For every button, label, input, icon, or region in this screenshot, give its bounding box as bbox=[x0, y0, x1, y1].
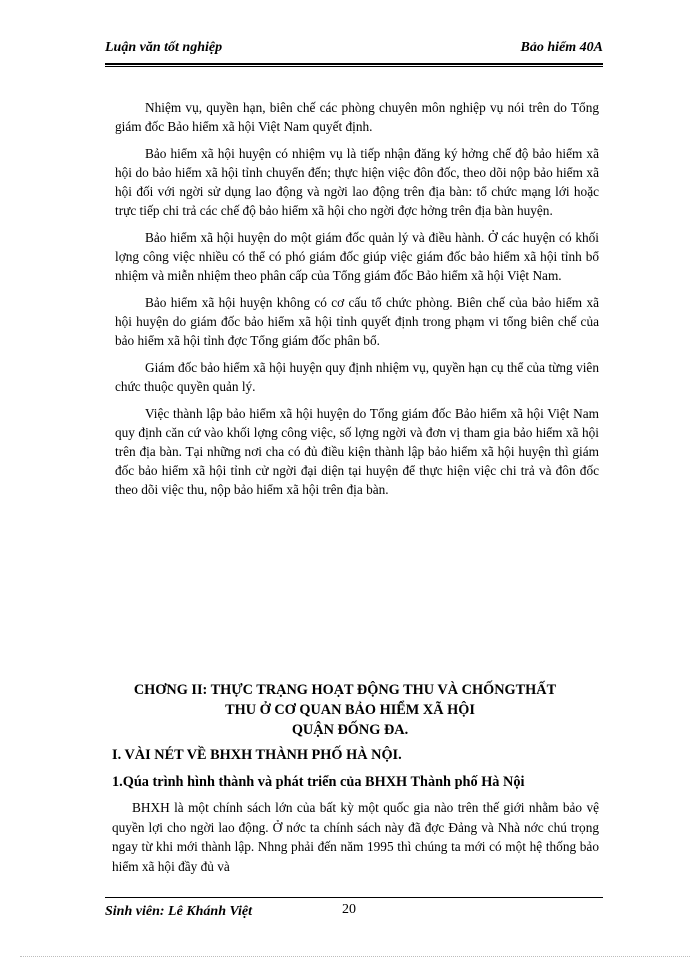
section-heading: I. VÀI NÉT VỀ BHXH THÀNH PHỐ HÀ NỘI. bbox=[112, 747, 402, 763]
paragraph: Bảo hiểm xã hội huyện có nhiệm vụ là tiếp nhận đăng ký hởng chế độ bảo hiểm xã hội do bảo hiểm xã hội tỉnh chuyển đến; thực hiện việc đôn đốc, theo dõi nộp bảo hiểm xã hội đối với ngời sử dụng lao động và ngời lao động trên địa bàn: tổ chức mạng lới hoặc trực tiếp chi trả các chế độ bảo hiểm xã hội cho ngời đợc hởng trên địa bàn huyện. bbox=[115, 146, 599, 218]
paragraph: Bảo hiểm xã hội huyện do một giám đốc quản lý và điều hành. Ở các huyện có khối lợng công việc nhiều có thể có phó giám đốc giúp việc giám đốc bảo hiểm xã hội tỉnh bổ nhiệm và miễn nhiệm theo phân cấp của Tổng giám đốc Bảo hiểm xã hội Việt Nam. bbox=[115, 230, 599, 283]
chapter-title-line: CHƠNG II: THỰC TRẠNG HOẠT ĐỘNG THU VÀ CHỐNGTHẤT bbox=[133, 682, 557, 698]
page-number: 20 bbox=[342, 902, 356, 917]
chapter-heading bbox=[100, 680, 600, 740]
paragraph: Bảo hiểm xã hội huyện không có cơ cấu tổ chức phòng. Biên chế của bảo hiểm xã hội huyện do giám đốc bảo hiểm xã hội tỉnh quyết định trong phạm vi tổng biên chế của bảo hiểm xã hội tỉnh đợc Tổng giám đốc phân bổ. bbox=[115, 295, 599, 348]
chapter-title-line: QUẬN ĐỐNG ĐA. bbox=[291, 722, 409, 738]
body-text bbox=[115, 98, 599, 507]
chapter-title-line: THU Ở CƠ QUAN BẢO HIỂM XÃ HỘI bbox=[225, 702, 475, 718]
paragraph: BHXH là một chính sách lớn của bất kỳ một quốc gia nào trên thế giới nhằm bảo vệ quyền lợi cho ngời lao động. Ở nớc ta chính sách này đã đợc Đảng và Nhà nớc chú trọng ngay từ khi mới thành lập. Nhng phải đến năm 1995 thì chúng ta mới có một hệ thống bảo hiểm xã hội đầy đủ và bbox=[112, 800, 599, 874]
header-rule bbox=[105, 63, 603, 65]
student-name: Sinh viên: Lê Khánh Việt bbox=[105, 904, 253, 919]
paragraph: Việc thành lập bảo hiểm xã hội huyện do Tổng giám đốc Bảo hiểm xã hội Việt Nam quy định căn cứ vào khối lợng công việc, số lợng ngời và đơn vị tham gia bảo hiểm xã hội trên địa bàn. Tại những nơi cha có đủ điều kiện thành lập bảo hiểm xã hội huyện thì giám đốc bảo hiểm xã hội tỉnh cử ngời đại diện tại huyện để thực hiện việc chi trả và đôn đốc theo dõi việc thu, nộp bảo hiểm xã hội trên địa bàn. bbox=[115, 406, 599, 497]
header-thesis-label: Luận văn tốt nghiệp bbox=[105, 40, 223, 55]
paragraph: Nhiệm vụ, quyền hạn, biên chế các phòng chuyên môn nghiệp vụ nói trên do Tổng giám đốc Bảo hiểm xã hội Việt Nam quyết định. bbox=[115, 100, 599, 134]
footer-rule bbox=[105, 897, 603, 898]
page-header bbox=[105, 37, 603, 61]
section-body bbox=[112, 798, 599, 876]
footer-student bbox=[105, 903, 252, 921]
header-rule-thin bbox=[105, 66, 603, 67]
page-edge bbox=[20, 956, 690, 957]
subsection-heading: 1.Qúa trình hình thành và phát triển của BHXH Thành phố Hà Nội bbox=[112, 774, 525, 790]
paragraph: Giám đốc bảo hiểm xã hội huyện quy định nhiệm vụ, quyền hạn cụ thể của từng viên chức thuộc quyền quản lý. bbox=[115, 360, 599, 394]
header-course-label: Bảo hiểm 40A bbox=[520, 40, 603, 55]
